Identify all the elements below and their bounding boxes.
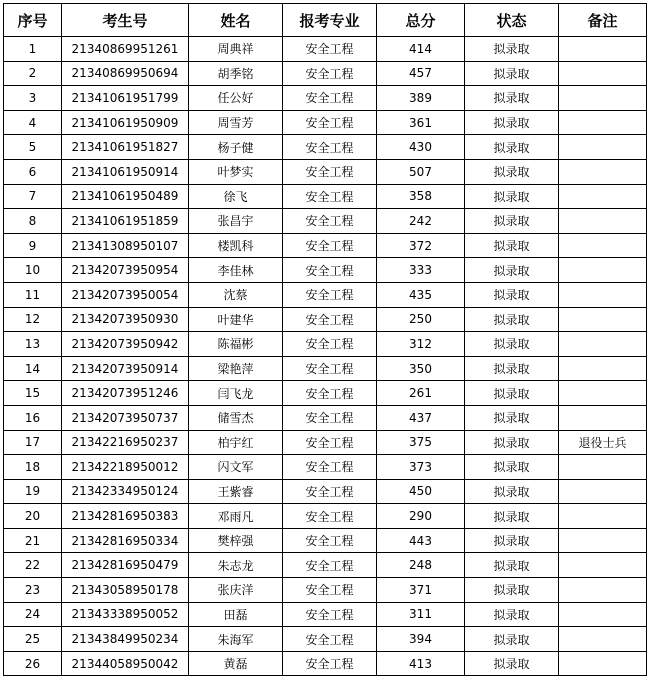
cell-total-score: 437 bbox=[377, 405, 465, 430]
header-status: 状态 bbox=[465, 4, 559, 37]
cell-candidate-id: 21342073950942 bbox=[62, 332, 189, 357]
cell-status: 拟录取 bbox=[465, 578, 559, 603]
cell-seq: 9 bbox=[4, 233, 62, 258]
cell-status: 拟录取 bbox=[465, 209, 559, 234]
cell-status: 拟录取 bbox=[465, 504, 559, 529]
cell-note bbox=[559, 86, 647, 111]
table-row bbox=[4, 479, 647, 504]
cell-note bbox=[559, 479, 647, 504]
cell-note bbox=[559, 528, 647, 553]
cell-candidate-id: 21342073950054 bbox=[62, 282, 189, 307]
cell-total-score: 430 bbox=[377, 135, 465, 160]
cell-status: 拟录取 bbox=[465, 381, 559, 406]
cell-major: 安全工程 bbox=[283, 37, 377, 62]
cell-name: 任公好 bbox=[189, 86, 283, 111]
header-candidate-id: 考生号 bbox=[62, 4, 189, 37]
table-row bbox=[4, 37, 647, 62]
cell-major: 安全工程 bbox=[283, 61, 377, 86]
cell-major: 安全工程 bbox=[283, 602, 377, 627]
cell-status: 拟录取 bbox=[465, 479, 559, 504]
cell-seq: 13 bbox=[4, 332, 62, 357]
cell-seq: 10 bbox=[4, 258, 62, 283]
cell-seq: 16 bbox=[4, 405, 62, 430]
cell-total-score: 457 bbox=[377, 61, 465, 86]
table-row bbox=[4, 307, 647, 332]
cell-status: 拟录取 bbox=[465, 233, 559, 258]
table-row bbox=[4, 86, 647, 111]
cell-seq: 5 bbox=[4, 135, 62, 160]
cell-total-score: 350 bbox=[377, 356, 465, 381]
table-row bbox=[4, 135, 647, 160]
cell-major: 安全工程 bbox=[283, 356, 377, 381]
cell-name: 张昌宇 bbox=[189, 209, 283, 234]
cell-seq: 1 bbox=[4, 37, 62, 62]
cell-major: 安全工程 bbox=[283, 233, 377, 258]
table-row bbox=[4, 209, 647, 234]
cell-total-score: 507 bbox=[377, 159, 465, 184]
cell-note bbox=[559, 282, 647, 307]
cell-major: 安全工程 bbox=[283, 553, 377, 578]
cell-candidate-id: 21343338950052 bbox=[62, 602, 189, 627]
cell-total-score: 373 bbox=[377, 455, 465, 480]
cell-major: 安全工程 bbox=[283, 430, 377, 455]
cell-seq: 17 bbox=[4, 430, 62, 455]
cell-seq: 15 bbox=[4, 381, 62, 406]
table-header bbox=[4, 4, 647, 37]
table-row bbox=[4, 430, 647, 455]
table-row bbox=[4, 332, 647, 357]
header-row bbox=[4, 4, 647, 37]
cell-note bbox=[559, 332, 647, 357]
cell-status: 拟录取 bbox=[465, 356, 559, 381]
cell-status: 拟录取 bbox=[465, 258, 559, 283]
cell-name: 梁艳萍 bbox=[189, 356, 283, 381]
cell-seq: 23 bbox=[4, 578, 62, 603]
cell-name: 储雪杰 bbox=[189, 405, 283, 430]
cell-status: 拟录取 bbox=[465, 159, 559, 184]
cell-seq: 20 bbox=[4, 504, 62, 529]
cell-total-score: 443 bbox=[377, 528, 465, 553]
cell-candidate-id: 21342073950930 bbox=[62, 307, 189, 332]
cell-name: 周雪芳 bbox=[189, 110, 283, 135]
cell-total-score: 435 bbox=[377, 282, 465, 307]
cell-name: 王紫睿 bbox=[189, 479, 283, 504]
cell-candidate-id: 21342073950914 bbox=[62, 356, 189, 381]
cell-candidate-id: 21341061950489 bbox=[62, 184, 189, 209]
cell-note bbox=[559, 184, 647, 209]
cell-status: 拟录取 bbox=[465, 110, 559, 135]
table-row bbox=[4, 61, 647, 86]
cell-candidate-id: 21343058950178 bbox=[62, 578, 189, 603]
cell-name: 李佳林 bbox=[189, 258, 283, 283]
cell-seq: 22 bbox=[4, 553, 62, 578]
cell-note: 退役士兵 bbox=[559, 430, 647, 455]
cell-name: 张庆洋 bbox=[189, 578, 283, 603]
cell-status: 拟录取 bbox=[465, 86, 559, 111]
cell-major: 安全工程 bbox=[283, 209, 377, 234]
cell-status: 拟录取 bbox=[465, 627, 559, 652]
cell-note bbox=[559, 135, 647, 160]
cell-candidate-id: 21341061950909 bbox=[62, 110, 189, 135]
table-row bbox=[4, 184, 647, 209]
cell-name: 柏宇红 bbox=[189, 430, 283, 455]
cell-seq: 21 bbox=[4, 528, 62, 553]
table-row bbox=[4, 528, 647, 553]
cell-note bbox=[559, 258, 647, 283]
table-row bbox=[4, 602, 647, 627]
cell-status: 拟录取 bbox=[465, 651, 559, 676]
header-total-score: 总分 bbox=[377, 4, 465, 37]
cell-major: 安全工程 bbox=[283, 135, 377, 160]
cell-note bbox=[559, 159, 647, 184]
table-row bbox=[4, 233, 647, 258]
cell-note bbox=[559, 602, 647, 627]
cell-status: 拟录取 bbox=[465, 405, 559, 430]
cell-candidate-id: 21341061951827 bbox=[62, 135, 189, 160]
cell-candidate-id: 21342073950737 bbox=[62, 405, 189, 430]
cell-note bbox=[559, 553, 647, 578]
cell-candidate-id: 21340869950694 bbox=[62, 61, 189, 86]
cell-total-score: 311 bbox=[377, 602, 465, 627]
cell-major: 安全工程 bbox=[283, 651, 377, 676]
cell-seq: 19 bbox=[4, 479, 62, 504]
cell-note bbox=[559, 651, 647, 676]
cell-seq: 12 bbox=[4, 307, 62, 332]
cell-total-score: 312 bbox=[377, 332, 465, 357]
cell-total-score: 261 bbox=[377, 381, 465, 406]
table-row bbox=[4, 405, 647, 430]
cell-total-score: 250 bbox=[377, 307, 465, 332]
cell-major: 安全工程 bbox=[283, 184, 377, 209]
cell-name: 叶建华 bbox=[189, 307, 283, 332]
cell-name: 叶梦实 bbox=[189, 159, 283, 184]
cell-major: 安全工程 bbox=[283, 159, 377, 184]
cell-candidate-id: 21342073951246 bbox=[62, 381, 189, 406]
header-seq: 序号 bbox=[4, 4, 62, 37]
table-row bbox=[4, 282, 647, 307]
cell-candidate-id: 21342073950954 bbox=[62, 258, 189, 283]
cell-seq: 25 bbox=[4, 627, 62, 652]
cell-total-score: 248 bbox=[377, 553, 465, 578]
cell-major: 安全工程 bbox=[283, 282, 377, 307]
cell-name: 朱海军 bbox=[189, 627, 283, 652]
cell-status: 拟录取 bbox=[465, 282, 559, 307]
cell-seq: 6 bbox=[4, 159, 62, 184]
cell-seq: 4 bbox=[4, 110, 62, 135]
cell-major: 安全工程 bbox=[283, 258, 377, 283]
cell-status: 拟录取 bbox=[465, 184, 559, 209]
cell-seq: 8 bbox=[4, 209, 62, 234]
cell-seq: 11 bbox=[4, 282, 62, 307]
table-row bbox=[4, 110, 647, 135]
cell-note bbox=[559, 578, 647, 603]
cell-note bbox=[559, 233, 647, 258]
cell-seq: 2 bbox=[4, 61, 62, 86]
cell-name: 朱志龙 bbox=[189, 553, 283, 578]
cell-name: 邓雨凡 bbox=[189, 504, 283, 529]
cell-major: 安全工程 bbox=[283, 479, 377, 504]
cell-major: 安全工程 bbox=[283, 86, 377, 111]
cell-candidate-id: 21342216950237 bbox=[62, 430, 189, 455]
cell-candidate-id: 21342816950334 bbox=[62, 528, 189, 553]
cell-status: 拟录取 bbox=[465, 332, 559, 357]
cell-seq: 14 bbox=[4, 356, 62, 381]
cell-candidate-id: 21341061951859 bbox=[62, 209, 189, 234]
cell-major: 安全工程 bbox=[283, 504, 377, 529]
cell-major: 安全工程 bbox=[283, 627, 377, 652]
cell-major: 安全工程 bbox=[283, 332, 377, 357]
table-row bbox=[4, 381, 647, 406]
cell-total-score: 413 bbox=[377, 651, 465, 676]
cell-total-score: 333 bbox=[377, 258, 465, 283]
cell-note bbox=[559, 209, 647, 234]
cell-status: 拟录取 bbox=[465, 135, 559, 160]
cell-status: 拟录取 bbox=[465, 528, 559, 553]
cell-candidate-id: 21341061951799 bbox=[62, 86, 189, 111]
cell-note bbox=[559, 455, 647, 480]
cell-note bbox=[559, 504, 647, 529]
cell-status: 拟录取 bbox=[465, 455, 559, 480]
cell-candidate-id: 21341061950914 bbox=[62, 159, 189, 184]
cell-major: 安全工程 bbox=[283, 307, 377, 332]
cell-note bbox=[559, 37, 647, 62]
cell-major: 安全工程 bbox=[283, 405, 377, 430]
cell-candidate-id: 21342218950012 bbox=[62, 455, 189, 480]
cell-candidate-id: 21341308950107 bbox=[62, 233, 189, 258]
table-body bbox=[4, 37, 647, 676]
table-row bbox=[4, 651, 647, 676]
header-name: 姓名 bbox=[189, 4, 283, 37]
table-row bbox=[4, 627, 647, 652]
cell-total-score: 372 bbox=[377, 233, 465, 258]
admission-table bbox=[3, 3, 647, 676]
cell-name: 胡季铭 bbox=[189, 61, 283, 86]
cell-status: 拟录取 bbox=[465, 430, 559, 455]
cell-total-score: 290 bbox=[377, 504, 465, 529]
cell-status: 拟录取 bbox=[465, 553, 559, 578]
cell-status: 拟录取 bbox=[465, 37, 559, 62]
cell-candidate-id: 21340869951261 bbox=[62, 37, 189, 62]
cell-status: 拟录取 bbox=[465, 307, 559, 332]
cell-note bbox=[559, 110, 647, 135]
cell-total-score: 361 bbox=[377, 110, 465, 135]
cell-name: 楼凯科 bbox=[189, 233, 283, 258]
cell-total-score: 375 bbox=[377, 430, 465, 455]
cell-seq: 7 bbox=[4, 184, 62, 209]
cell-status: 拟录取 bbox=[465, 61, 559, 86]
cell-seq: 24 bbox=[4, 602, 62, 627]
cell-candidate-id: 21342334950124 bbox=[62, 479, 189, 504]
table-row bbox=[4, 504, 647, 529]
cell-name: 杨子健 bbox=[189, 135, 283, 160]
table-row bbox=[4, 159, 647, 184]
cell-major: 安全工程 bbox=[283, 578, 377, 603]
cell-name: 樊梓强 bbox=[189, 528, 283, 553]
cell-major: 安全工程 bbox=[283, 528, 377, 553]
cell-major: 安全工程 bbox=[283, 381, 377, 406]
cell-note bbox=[559, 381, 647, 406]
cell-note bbox=[559, 61, 647, 86]
cell-name: 陈福彬 bbox=[189, 332, 283, 357]
cell-total-score: 358 bbox=[377, 184, 465, 209]
cell-seq: 3 bbox=[4, 86, 62, 111]
cell-candidate-id: 21342816950479 bbox=[62, 553, 189, 578]
cell-candidate-id: 21344058950042 bbox=[62, 651, 189, 676]
cell-note bbox=[559, 307, 647, 332]
cell-note bbox=[559, 627, 647, 652]
cell-status: 拟录取 bbox=[465, 602, 559, 627]
table-row bbox=[4, 356, 647, 381]
cell-total-score: 242 bbox=[377, 209, 465, 234]
cell-seq: 26 bbox=[4, 651, 62, 676]
header-note: 备注 bbox=[559, 4, 647, 37]
cell-total-score: 371 bbox=[377, 578, 465, 603]
table-row bbox=[4, 578, 647, 603]
cell-name: 田磊 bbox=[189, 602, 283, 627]
cell-total-score: 450 bbox=[377, 479, 465, 504]
cell-total-score: 394 bbox=[377, 627, 465, 652]
table-row bbox=[4, 258, 647, 283]
cell-name: 闪文军 bbox=[189, 455, 283, 480]
cell-candidate-id: 21343849950234 bbox=[62, 627, 189, 652]
cell-candidate-id: 21342816950383 bbox=[62, 504, 189, 529]
cell-seq: 18 bbox=[4, 455, 62, 480]
cell-major: 安全工程 bbox=[283, 110, 377, 135]
cell-name: 闫飞龙 bbox=[189, 381, 283, 406]
cell-name: 黄磊 bbox=[189, 651, 283, 676]
header-major: 报考专业 bbox=[283, 4, 377, 37]
cell-name: 沈蔡 bbox=[189, 282, 283, 307]
cell-note bbox=[559, 405, 647, 430]
table-row bbox=[4, 553, 647, 578]
cell-total-score: 389 bbox=[377, 86, 465, 111]
table-row bbox=[4, 455, 647, 480]
cell-name: 周典祥 bbox=[189, 37, 283, 62]
cell-total-score: 414 bbox=[377, 37, 465, 62]
cell-name: 徐飞 bbox=[189, 184, 283, 209]
cell-note bbox=[559, 356, 647, 381]
cell-major: 安全工程 bbox=[283, 455, 377, 480]
